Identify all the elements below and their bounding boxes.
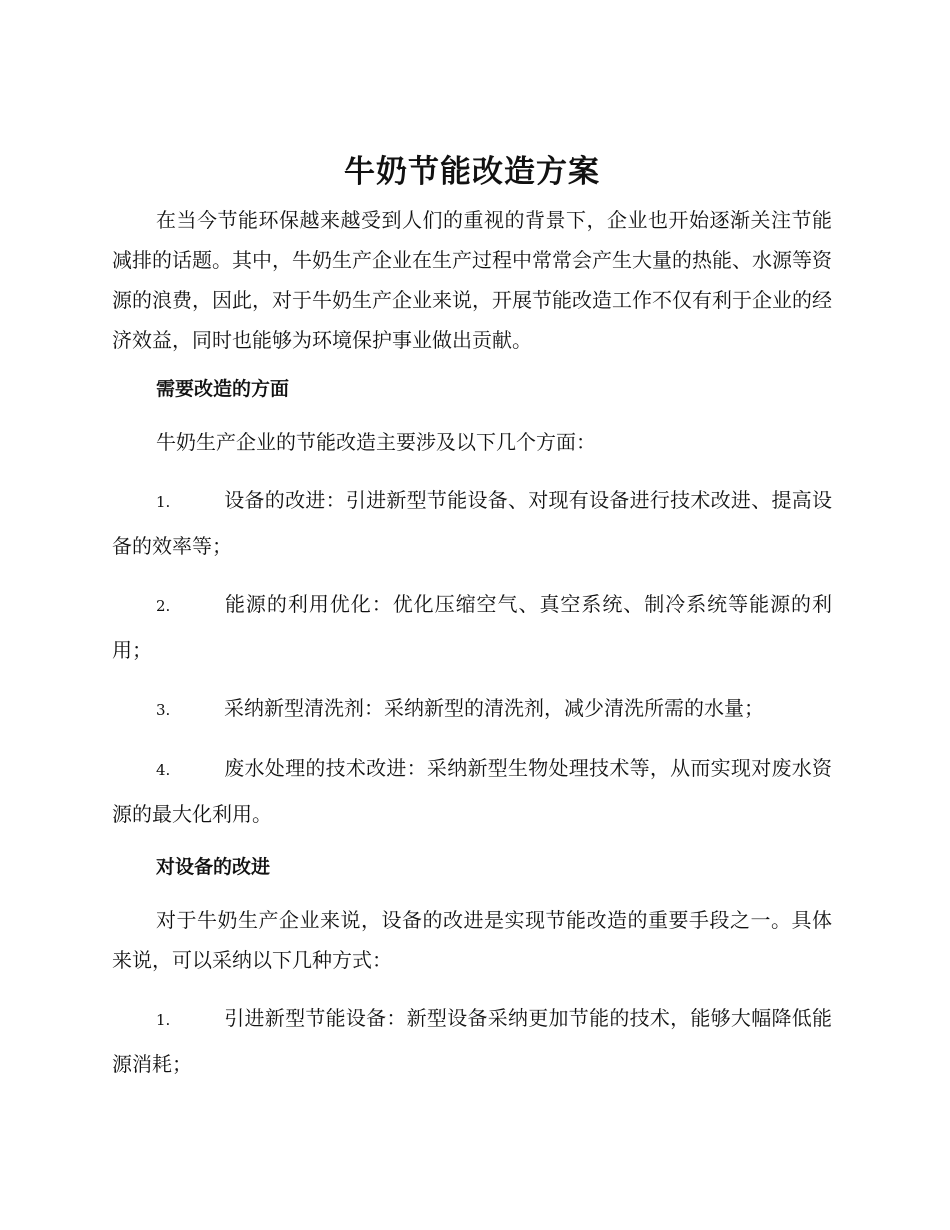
- list-item: [112, 686, 832, 732]
- list-item: [112, 996, 832, 1086]
- list-item-text: 设备的改进：引进新型节能设备、对现有设备进行技术改进、提高设备的效率等；: [112, 488, 832, 558]
- section-lead-equipment: 对于牛奶生产企业来说，设备的改进是实现节能改造的重要手段之一。具体来说，可以采纳以下几种方式：: [112, 908, 832, 972]
- list-item: [112, 478, 832, 568]
- list-number: 3.: [156, 701, 171, 719]
- intro-paragraph: 在当今节能环保越来越受到人们的重视的背景下，企业也开始逐渐关注节能减排的话题。其中，牛奶生产企业在生产过程中常常会产生大量的热能、水源等资源的浪费，因此，对于牛奶生产企业来说，开展节能改造工作不仅有利于企业的经济效益，同时也能够为环境保护事业做出贡献。: [112, 208, 832, 352]
- list-number: 4.: [156, 761, 171, 779]
- list-item-text: 采纳新型清洗剂：采纳新型的清洗剂，减少清洗所需的水量；: [224, 696, 764, 720]
- list-item-text: 废水处理的技术改进：采纳新型生物处理技术等，从而实现对废水资源的最大化利用。: [112, 756, 832, 826]
- list-number: 1.: [156, 1011, 171, 1029]
- list-item-text: 能源的利用优化：优化压缩空气、真空系统、制冷系统等能源的利用；: [112, 592, 832, 662]
- list-number: 1.: [156, 493, 171, 511]
- list-item: [112, 746, 832, 836]
- document-title: 牛奶节能改造方案: [344, 154, 600, 190]
- list-number: 2.: [156, 597, 171, 615]
- section-heading-equipment: 对设备的改进: [156, 856, 271, 878]
- document-page: [112, 150, 832, 1086]
- section-lead-aspects: 牛奶生产企业的节能改造主要涉及以下几个方面：: [156, 430, 596, 454]
- section-heading-aspects: 需要改造的方面: [156, 378, 290, 400]
- list-item: [112, 582, 832, 672]
- list-item-text: 引进新型节能设备：新型设备采纳更加节能的技术，能够大幅降低能源消耗；: [112, 1006, 832, 1076]
